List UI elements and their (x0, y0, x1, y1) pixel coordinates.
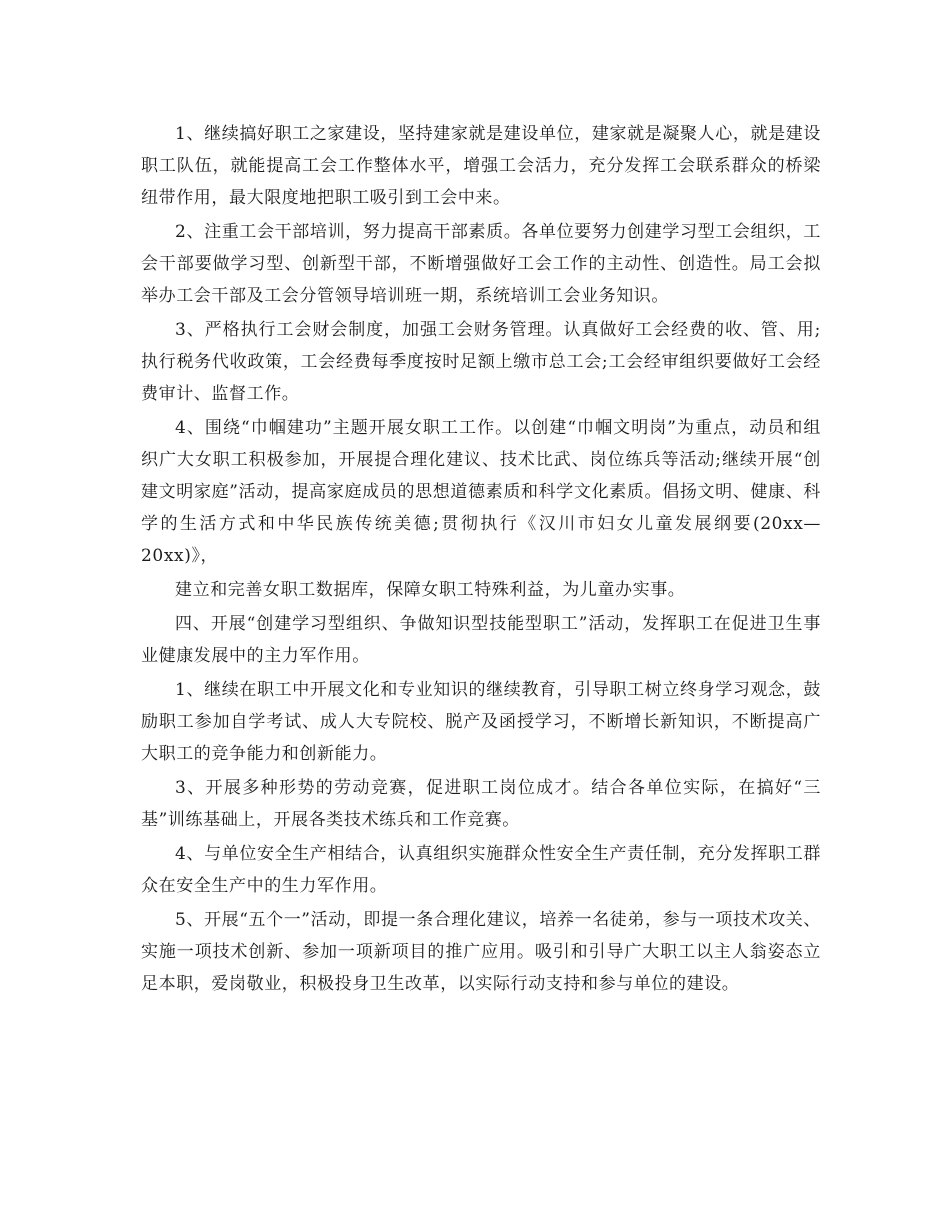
paragraph-1: 1、继续搞好职工之家建设，坚持建家就是建设单位，建家就是凝聚人心，就是建设职工队伍，就能提高工会工作整体水平，增强工会活力，充分发挥工会联系群众的桥梁纽带作用，最大限度地把职工吸引到工会中来。 (141, 124, 821, 208)
paragraph-4: 4、围绕“巾帼建功”主题开展女职工工作。以创建“巾帼文明岗”为重点，动员和组织广大女职工积极参加，开展提合理化建议、技术比武、岗位练兵等活动;继续开展“创建文明家庭”活动，提高家庭成员的思想道德素质和科学文化素质。倡扬文明、健康、科学的生活方式和中华民族传统美德;贯彻执行《汉川市妇女儿童发展纲要(20xx—20xx)》， (141, 418, 821, 566)
paragraph-2: 2、注重工会干部培训，努力提高干部素质。各单位要努力创建学习型工会组织，工会干部要做学习型、创新型干部，不断增强做好工会工作的主动性、创造性。局工会拟举办工会干部及工会分管领导培训班一期，系统培训工会业务知识。 (141, 222, 821, 306)
document-body (141, 118, 821, 1002)
paragraph-3: 3、严格执行工会财会制度，加强工会财务管理。认真做好工会经费的收、管、用;执行税务代收政策，工会经费每季度按时足额上缴市总工会;工会经审组织要做好工会经费审计、监督工作。 (141, 320, 821, 404)
section-heading-4: 四、开展“创建学习型组织、争做知识型技能型职工”活动，发挥职工在促进卫生事业健康发展中的主力军作用。 (141, 614, 821, 666)
paragraph-9: 4、与单位安全生产相结合，认真组织实施群众性安全生产责任制，充分发挥职工群众在安全生产中的生力军作用。 (141, 844, 821, 896)
paragraph-10: 5、开展“五个一”活动，即提一条合理化建议，培养一名徒弟，参与一项技术攻关、实施一项技术创新、参加一项新项目的推广应用。吸引和引导广大职工以主人翁姿态立足本职，爱岗敬业，积极投身卫生改革，以实际行动支持和参与单位的建设。 (141, 910, 821, 994)
paragraph-7: 1、继续在职工中开展文化和专业知识的继续教育，引导职工树立终身学习观念，鼓励职工参加自学考试、成人大专院校、脱产及函授学习，不断增长新知识，不断提高广大职工的竞争能力和创新能力。 (141, 680, 821, 764)
paragraph-5: 建立和完善女职工数据库，保障女职工特殊利益，为儿童办实事。 (175, 580, 686, 600)
paragraph-8: 3、开展多种形势的劳动竞赛，促进职工岗位成才。结合各单位实际，在搞好“三基”训练基础上，开展各类技术练兵和工作竞赛。 (141, 778, 821, 830)
